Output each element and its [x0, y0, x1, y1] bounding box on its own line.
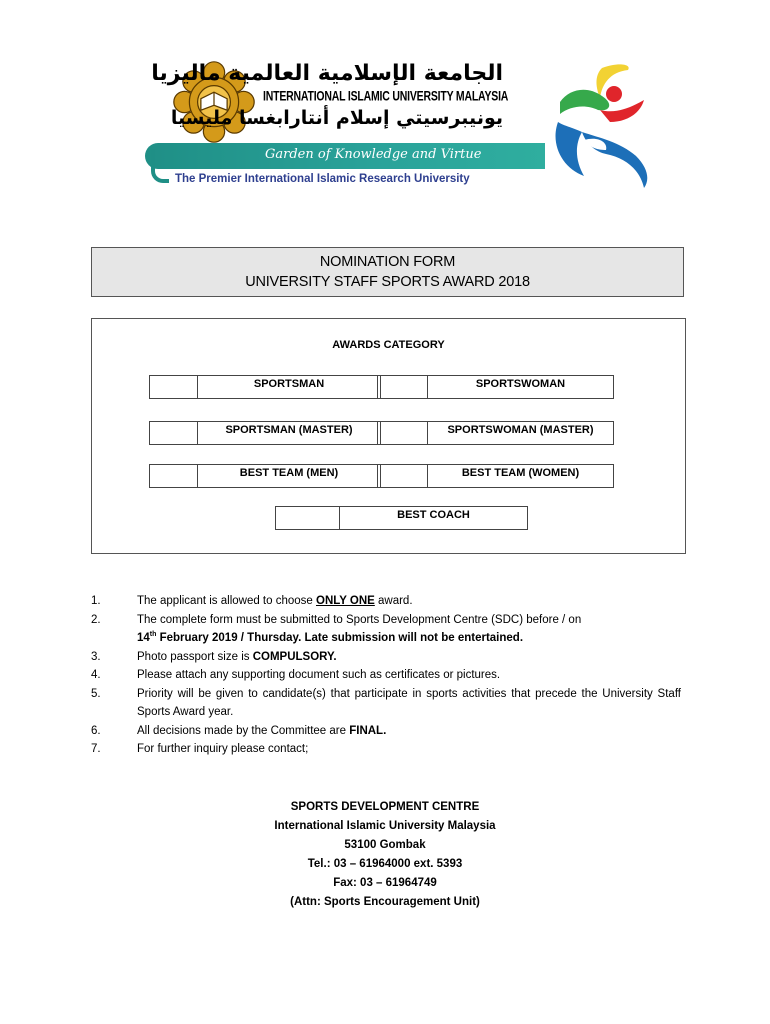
jawi-university-name: يونيبرسيتي إسلام أنتارابغسا مليسيا	[170, 107, 503, 129]
award-label: SPORTSWOMAN	[475, 378, 566, 390]
award-option-best-team-women	[377, 464, 614, 488]
rule-item: 4. Please attach any supporting document such as certificates or pictures.	[91, 669, 501, 681]
form-title: NOMINATION FORM	[319, 254, 456, 270]
award-label: BEST TEAM (MEN)	[239, 467, 339, 479]
university-header	[145, 55, 545, 195]
university-tagline: The Premier International Islamic Research University	[175, 173, 470, 185]
award-checkbox-best-team-men[interactable]	[150, 465, 198, 487]
award-label: SPORTSWOMAN (MASTER)	[447, 424, 594, 436]
award-option-best-team-men	[149, 464, 381, 488]
award-option-sportswoman	[377, 375, 614, 399]
award-checkbox-best-coach[interactable]	[276, 507, 340, 529]
award-checkbox-sportswoman[interactable]	[378, 376, 428, 398]
award-label: SPORTSMAN (MASTER)	[225, 424, 353, 436]
award-option-sportswoman-master	[377, 421, 614, 445]
award-label: BEST TEAM (WOMEN)	[461, 467, 580, 479]
rule-item: 6. All decisions made by the Committee are FINAL.	[91, 724, 387, 737]
awards-heading: AWARDS CATEGORY	[332, 339, 445, 351]
form-subtitle: UNIVERSITY STAFF SPORTS AWARD 2018	[245, 274, 530, 290]
rules-list	[91, 592, 681, 759]
rule-item: 2. The complete form must be submitted to Sports Development Centre (SDC) before / on 14th February 2019 / Thursday. Late submission will not be entertained.	[91, 613, 582, 644]
award-option-best-coach	[275, 506, 528, 530]
award-checkbox-sportsman[interactable]	[150, 376, 198, 398]
contact-attention: (Attn: Sports Encouragement Unit)	[290, 896, 480, 908]
rule-item: 7. For further inquiry please contact;	[91, 743, 309, 755]
contact-university: International Islamic University Malaysia	[274, 820, 496, 832]
award-checkbox-sportswoman-master[interactable]	[378, 422, 428, 444]
sports-athlete-logo	[540, 58, 690, 190]
university-motto: Garden of Knowledge and Virtue	[265, 147, 482, 162]
award-label: SPORTSMAN	[253, 378, 325, 390]
award-checkbox-sportsman-master[interactable]	[150, 422, 198, 444]
arabic-university-name: الجامعة الإسلامية العالمية ماليزيا	[151, 61, 503, 86]
form-title-box	[91, 247, 684, 297]
university-name: INTERNATIONAL ISLAMIC UNIVERSITY MALAYSIA	[263, 89, 509, 105]
contact-block	[0, 798, 770, 912]
rule-item: 3. Photo passport size is COMPULSORY.	[91, 650, 337, 663]
award-option-sportsman	[149, 375, 381, 399]
award-checkbox-best-team-women[interactable]	[378, 465, 428, 487]
award-option-sportsman-master	[149, 421, 381, 445]
contact-postcode: 53100 Gombak	[344, 839, 426, 851]
contact-centre: SPORTS DEVELOPMENT CENTRE	[290, 801, 480, 813]
rule-item: 5. Priority will be given to candidate(s) that participate in sports activities that precede the University Staff Sports Award year.	[91, 687, 681, 718]
award-label: BEST COACH	[397, 509, 470, 521]
contact-phone: Tel.: 03 – 61964000 ext. 5393	[307, 858, 463, 870]
contact-fax: Fax: 03 – 61964749	[333, 877, 437, 889]
rule-item: 1. The applicant is allowed to choose ONLY ONE award.	[91, 595, 413, 607]
awards-category-section	[91, 318, 686, 554]
